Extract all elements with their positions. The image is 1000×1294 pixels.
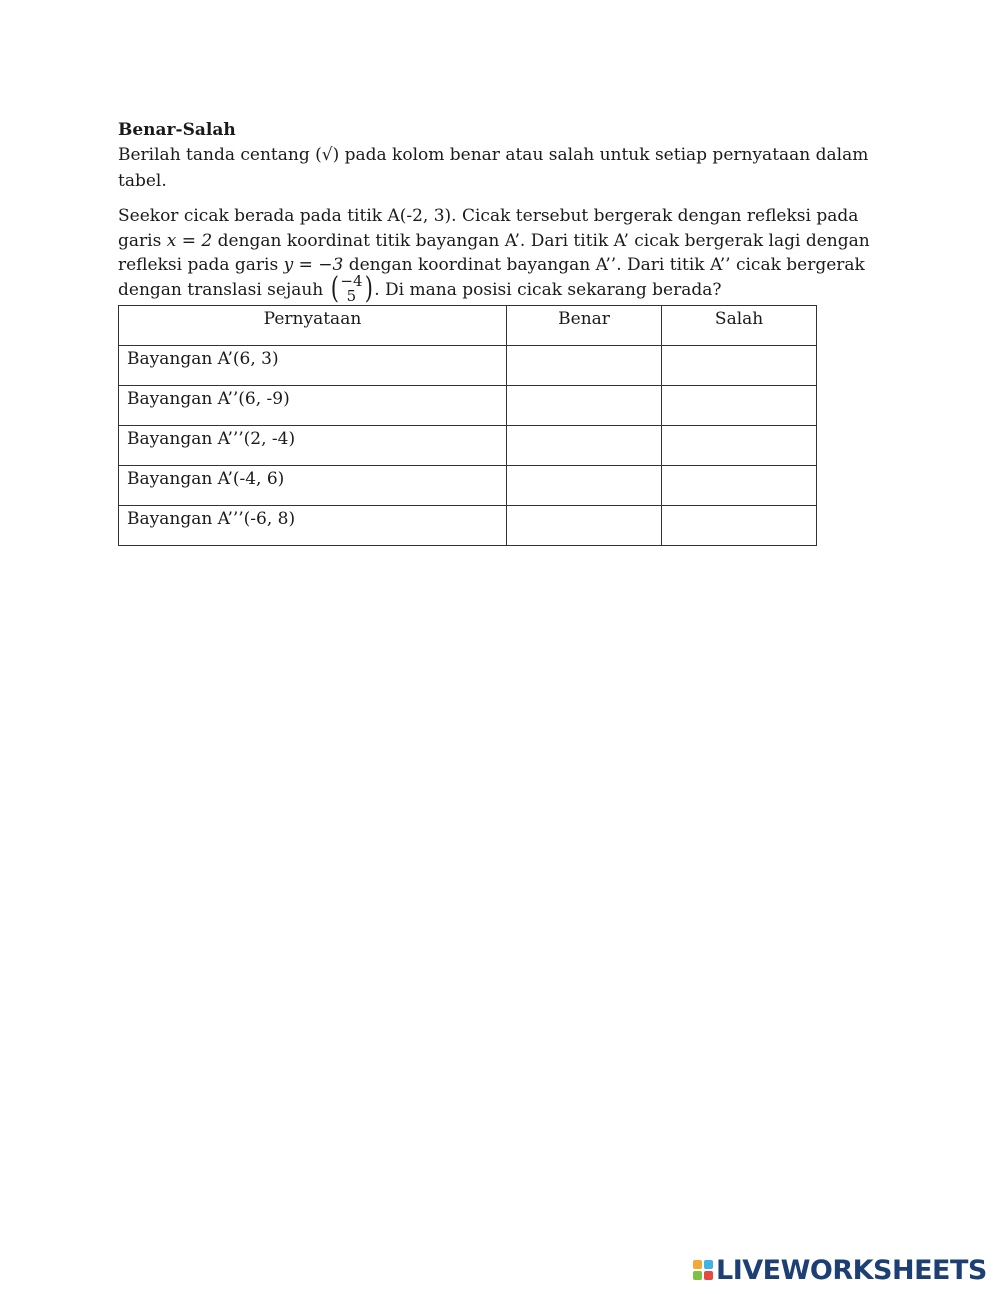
salah-checkbox-cell[interactable]	[662, 346, 817, 386]
header-benar: Benar	[506, 306, 661, 346]
header-salah: Salah	[662, 306, 817, 346]
salah-checkbox-cell[interactable]	[662, 386, 817, 426]
problem-part-1: Seekor cicak berada pada titik A(-2, 3). Cicak tersebut bergerak dengan refleksi pada garis	[118, 206, 859, 251]
vector-left-paren: (	[330, 271, 339, 306]
statement-cell: Bayangan A’’(6, -9)	[119, 386, 507, 426]
liveworksheets-logo-text: LIVEWORKSHEETS	[716, 1254, 987, 1286]
vector-top: −4	[340, 272, 363, 290]
problem-part-3: dengan koordinat bayangan A’’. Dari titik A’’ cicak bergerak dengan translasi sejauh	[118, 255, 865, 300]
benar-checkbox-cell[interactable]	[506, 386, 661, 426]
problem-part-4: . Di mana posisi cicak sekarang berada?	[374, 279, 722, 300]
section-heading: Benar-Salah	[118, 120, 236, 140]
statement-cell: Bayangan A’(6, 3)	[119, 346, 507, 386]
liveworksheets-logo	[693, 1255, 987, 1285]
benar-checkbox-cell[interactable]	[506, 426, 661, 466]
table-row	[119, 466, 817, 506]
statement-cell: Bayangan A’’’(2, -4)	[119, 426, 507, 466]
statement-cell: Bayangan A’(-4, 6)	[119, 466, 507, 506]
salah-checkbox-cell[interactable]	[662, 426, 817, 466]
liveworksheets-logo-icon	[693, 1260, 713, 1280]
table-row	[119, 506, 817, 546]
table-row	[119, 346, 817, 386]
salah-checkbox-cell[interactable]	[662, 466, 817, 506]
benar-checkbox-cell[interactable]	[506, 466, 661, 506]
salah-checkbox-cell[interactable]	[662, 506, 817, 546]
table-row	[119, 426, 817, 466]
statement-cell: Bayangan A’’’(-6, 8)	[119, 506, 507, 546]
true-false-table	[118, 305, 817, 546]
benar-checkbox-cell[interactable]	[506, 346, 661, 386]
table-header-row	[119, 306, 817, 346]
table-row	[119, 386, 817, 426]
vector-bottom: 5	[346, 287, 357, 305]
translation-vector	[329, 271, 375, 306]
problem-part-2: dengan koordinat titik bayangan A’. Dari titik A’ cicak bergerak lagi dengan refleksi pada garis	[118, 230, 870, 275]
header-pernyataan: Pernyataan	[119, 306, 507, 346]
equation-y: y = −3	[283, 255, 344, 275]
benar-checkbox-cell[interactable]	[506, 506, 661, 546]
equation-x: x = 2	[166, 230, 213, 251]
vector-right-paren: )	[364, 271, 373, 306]
worksheet	[118, 118, 888, 546]
instruction-text: Berilah tanda centang (√) pada kolom benar atau salah untuk setiap pernyataan dalam tabel.	[118, 145, 869, 191]
problem-text	[118, 204, 888, 306]
